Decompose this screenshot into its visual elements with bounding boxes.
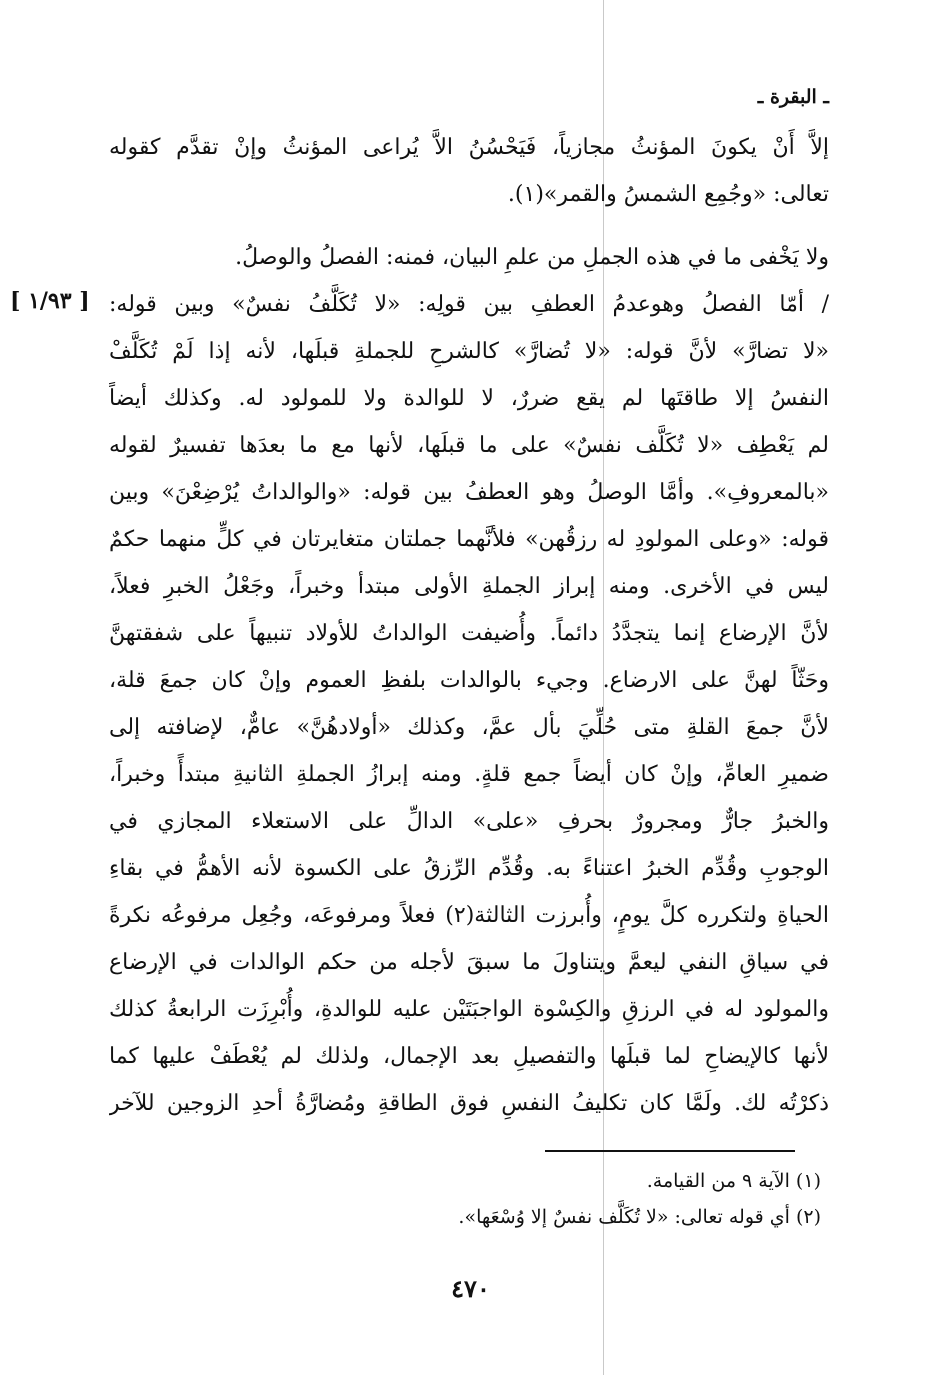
text-line: «لا تضارَّ» لأنَّ قوله: «لا تُضارَّ» كالشرحِ للجملةِ قبلَها، لأنه إذا لَمْ تُكَلَّفْ — [109, 339, 829, 364]
text-line: الوجوبِ وقُدِّم الخبرُ اعتناءً به. وقُدِّم الرِّزقُ على الكسوة لأنه الأهمُّ في بقاءِ — [109, 856, 829, 881]
text-line: إلاَّ أَنْ يكونَ المؤنثُ مجازياً، فَيَحْسُنُ الاَّ يُراعى المؤنثُ وإنْ تقدَّم كقوله — [109, 135, 829, 160]
text-line: «بالمعروفِ». وأمَّا الوصلُ وهو العطفُ بين قوله: «والوالداتُ يُرْضِعْنَ» وبين — [109, 480, 829, 505]
running-head: ـ البقرة ـ — [757, 86, 829, 108]
text-line: تعالى: «وجُمِع الشمسُ والقمر»(١). — [507, 182, 829, 207]
text-line: والمولود له في الرزقِ والكِسْوة الواجبَتَيْن عليه للوالدةِ، وأُبْرِزَت الرابعةُ كذلك — [109, 997, 829, 1022]
page-number: ٤٧٠ — [451, 1274, 490, 1303]
text-line: ولا يَخْفى ما في هذه الجملِ من علمِ البيان، فمنه: الفصلُ والوصلُ. — [235, 245, 829, 270]
text-line: ذكرْتُه لك. ولَمَّا كان تكليفُ النفسِ فوق الطاقةِ ومُضارَّةُ أحدِ الزوجين للآخر — [109, 1091, 829, 1116]
main-text — [109, 124, 829, 1127]
text-line: وحَثّاً لهنَّ على الارضاع. وجيء بالوالدات بلفظِ العموم وإنْ كان جمعَ قلة، — [109, 668, 829, 693]
footnotes — [121, 1163, 821, 1235]
footnote-divider — [545, 1150, 795, 1152]
text-line: ليس في الأخرى. ومنه إبراز الجملةِ الأولى مبتدأ وخبراً، وجَعْلُ الخبرِ فعلاً، — [109, 574, 829, 599]
footnote-2: (٢) أي قوله تعالى: «لا تُكَلَّف نفسٌ إلا وُسْعَها». — [458, 1206, 821, 1228]
text-line: لم يَعْطِف «لا تُكَلَّف نفسٌ» على ما قبلَها، لأنها مع ما بعدَها تفسيرٌ لقوله — [109, 433, 829, 458]
margin-page-reference: [ ١/٩٣ ] — [10, 288, 90, 314]
text-line: لأنَّ جمعَ القلةِ متى حُلِّيَ بأل عمَّ، وكذلك «أولادهُنَّ» عامٌّ، لإضافته إلى — [109, 715, 829, 740]
text-line: لأنها كالإيضاحِ لما قبلَها والتفصيلِ بعد الإجمال، ولذلك لم يُعْطَفْ عليها كما — [109, 1044, 829, 1069]
text-line: والخبرُ جارٌّ ومجرورٌ بحرفِ «على» الدالِّ على الاستعلاء المجازي في — [109, 809, 829, 834]
text-line: قوله: «وعلى المولودِ له رزقُهن» فلأنَّهما جملتان متغايرتان في كلٍّ منهما حكمٌ — [109, 527, 829, 552]
text-line: ضميرِ العامِّ، وإنْ كان أيضاً جمع قلةٍ. ومنه إبرازُ الجملةِ الثانيةِ مبتدأً وخبراً، — [109, 762, 829, 787]
footnote-1: (١) الآية ٩ من القيامة. — [646, 1170, 821, 1192]
text-line: لأنَّ الإرضاع إنما يتجدَّدُ دائماً. وأُضيفت الوالداتُ للأولاد تنبيهاً على شفقتهنَّ — [109, 621, 829, 646]
text-line: النفسُ إلا طاقتَها لم يقع ضررٌ، لا للوالدة ولا للمولود له. وكذلك أيضاً — [109, 386, 829, 411]
text-line: / أمّا الفصلُ وهوعدمُ العطفِ بين قولِه: «لا تُكَلَّفُ نفسٌ» وبين قوله: — [109, 292, 829, 317]
text-line: الحياةِ ولتكرره كلَّ يومٍ، وأُبرزت الثالثة(٢) فعلاً ومرفوعَه، وجُعِل مرفوعُه نكرةً — [109, 903, 829, 928]
text-line: في سياقِ النفي ليعمَّ ويتناولَ ما سبقَ لأجله من حكم الوالدات في الإرضاع — [109, 950, 829, 975]
